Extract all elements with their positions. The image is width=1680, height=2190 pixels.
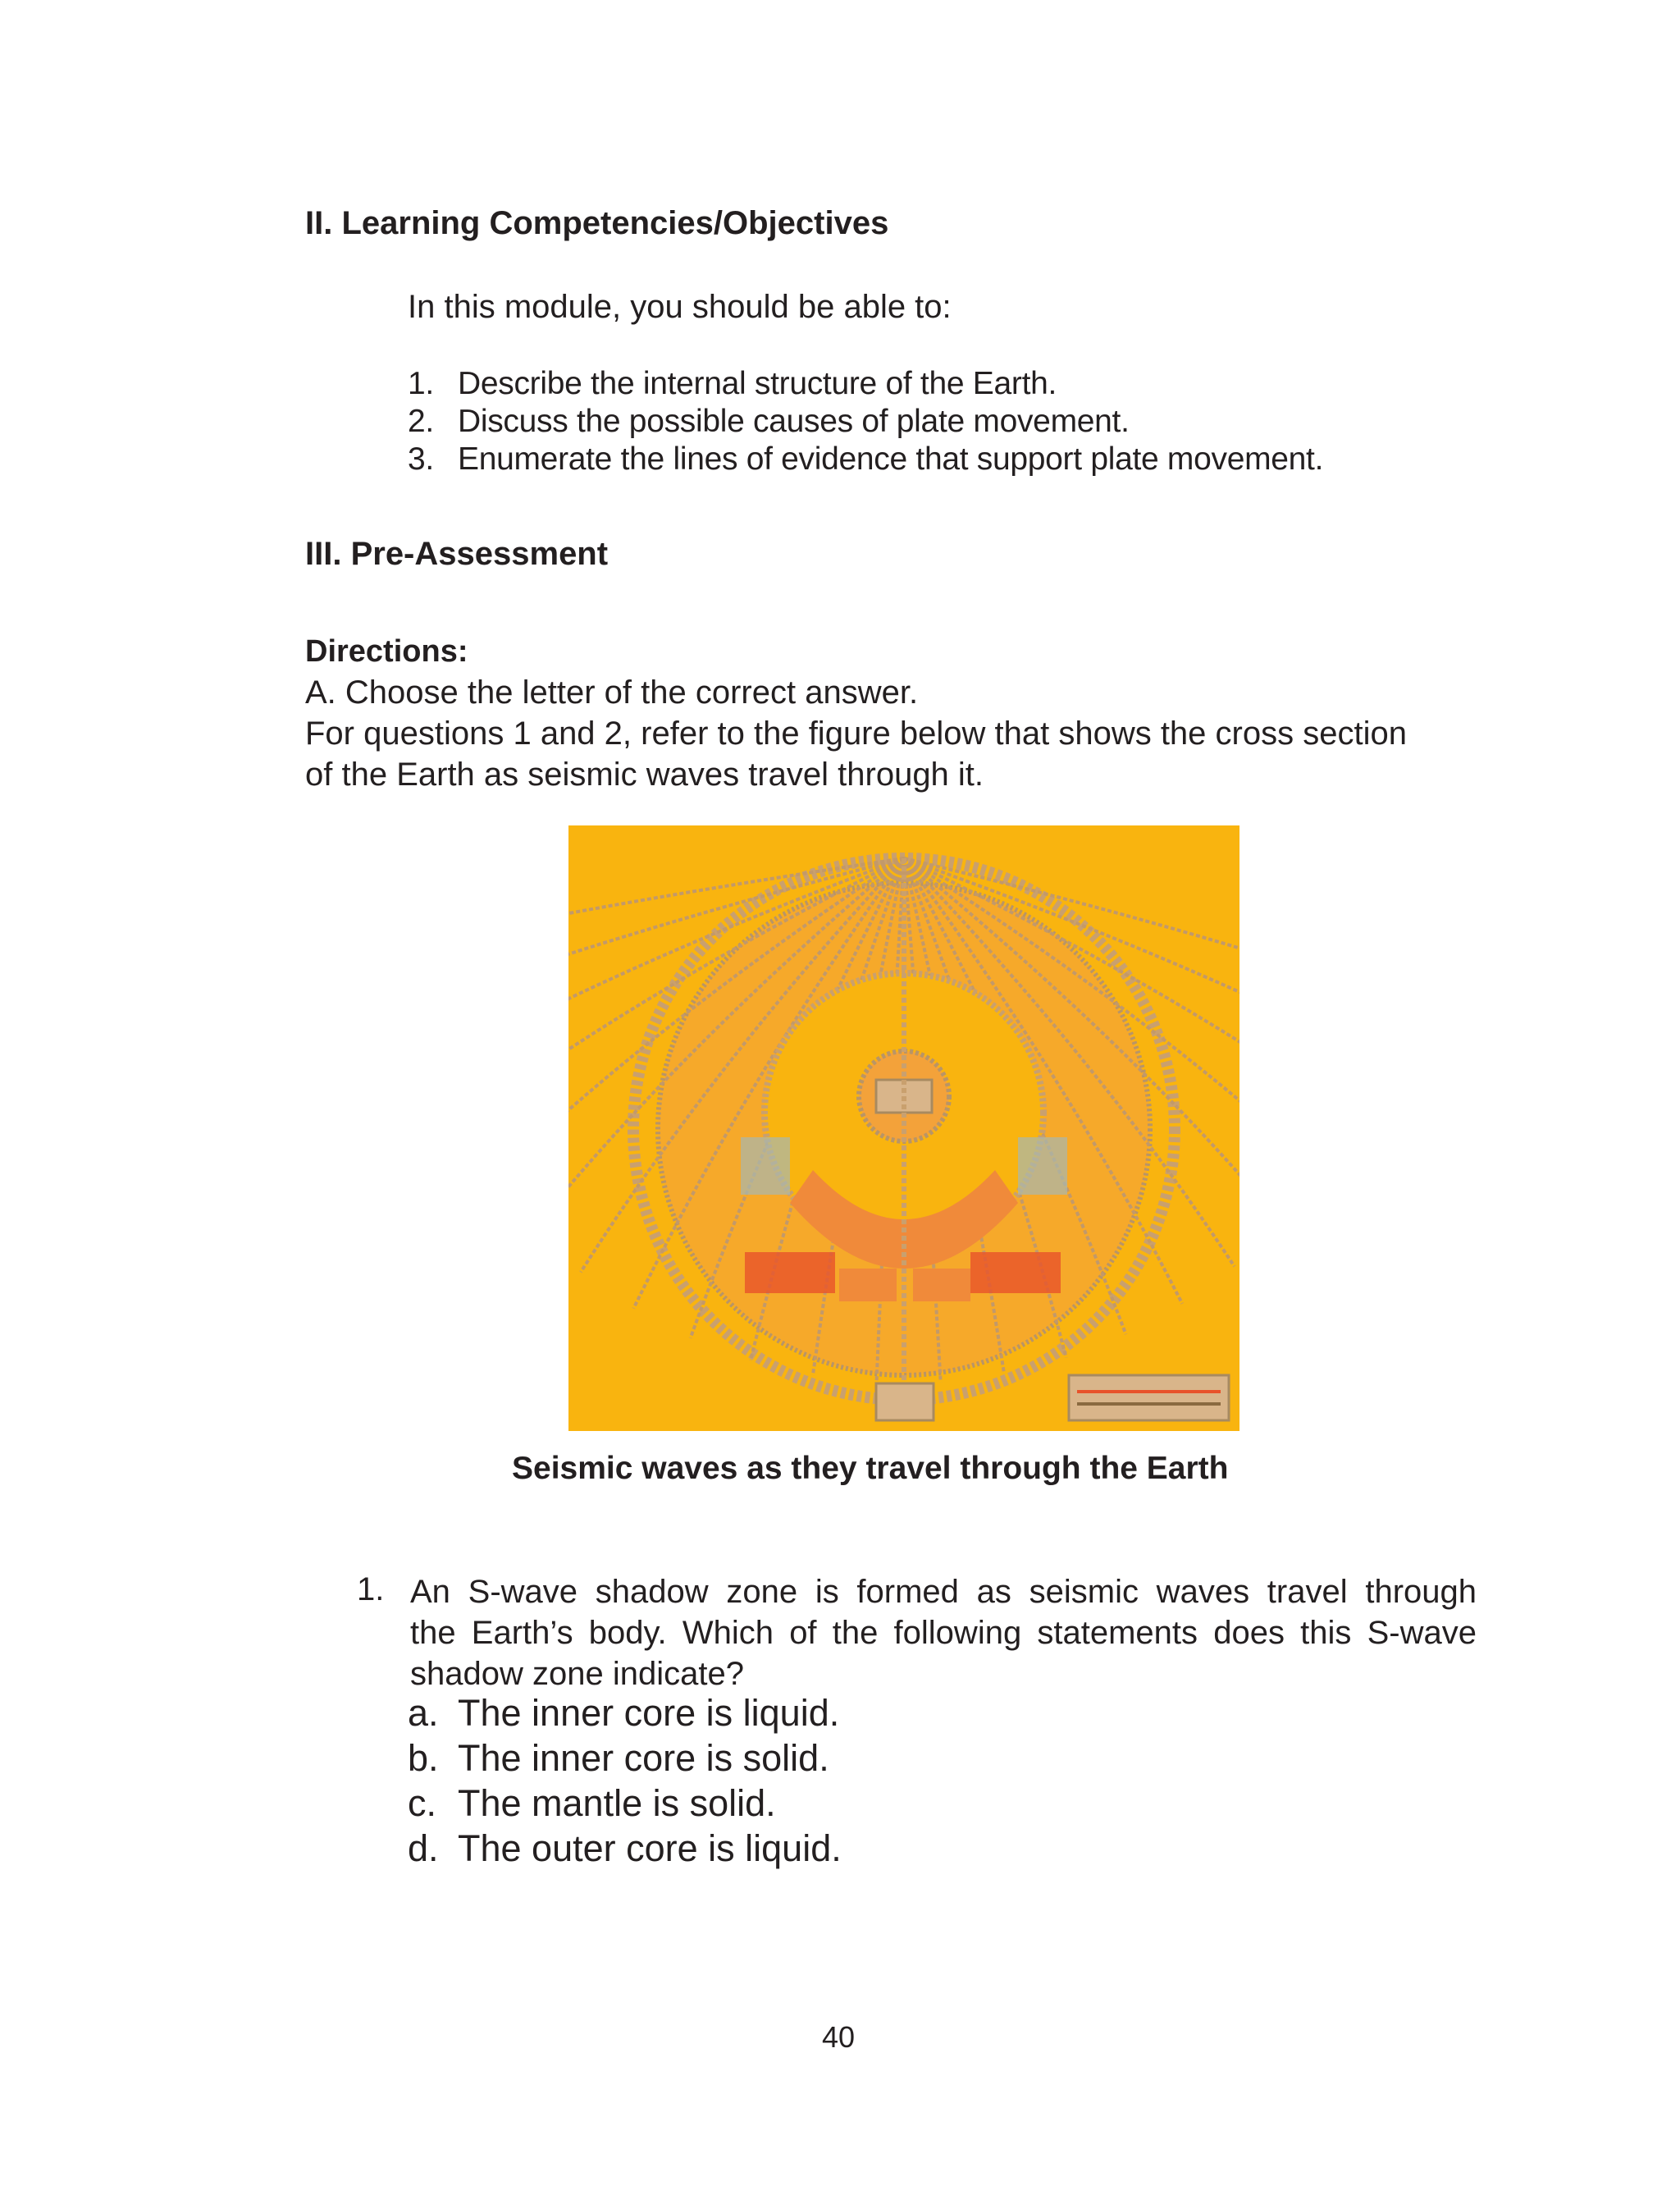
- figure-caption: Seismic waves as they travel through the Earth: [512, 1451, 1229, 1486]
- option-text: The inner core is solid.: [458, 1737, 829, 1779]
- objective-text: Discuss the possible causes of plate movement.: [458, 404, 1130, 439]
- section-heading-pre-assessment: III. Pre-Assessment: [305, 536, 609, 572]
- objective-text: Enumerate the lines of evidence that support plate movement.: [458, 441, 1324, 477]
- figure-legend-box: [1069, 1375, 1229, 1420]
- question-line: the Earth’s body. Which of the following statements does this S-wave: [410, 1615, 1477, 1651]
- seismic-wave-figure: [568, 825, 1239, 1431]
- question-line: An S-wave shadow zone is formed as seismic waves travel through: [410, 1574, 1477, 1610]
- option-letter: a.: [408, 1692, 439, 1734]
- option-letter: b.: [408, 1737, 439, 1779]
- option-letter: d.: [408, 1827, 439, 1869]
- objective-text: Describe the internal structure of the Earth.: [458, 366, 1057, 401]
- question-text: [410, 1571, 1477, 1694]
- objective-number: 1.: [408, 366, 434, 401]
- objective-number: 2.: [408, 404, 434, 439]
- direction-line: of the Earth as seismic waves travel through it.: [305, 757, 984, 793]
- direction-line: For questions 1 and 2, refer to the figure below that shows the cross section: [305, 716, 1407, 752]
- option-text: The inner core is liquid.: [458, 1692, 840, 1734]
- objectives-intro: In this module, you should be able to:: [408, 289, 952, 325]
- question-line: shadow zone indicate?: [410, 1656, 744, 1692]
- option-letter: c.: [408, 1782, 437, 1824]
- section-heading-objectives: II. Learning Competencies/Objectives: [305, 205, 889, 241]
- option-text: The outer core is liquid.: [458, 1827, 842, 1869]
- direction-a: A. Choose the letter of the correct answer.: [305, 674, 919, 711]
- option-text: The mantle is solid.: [458, 1782, 776, 1824]
- objective-number: 3.: [408, 441, 434, 477]
- directions-label: Directions:: [305, 634, 468, 669]
- question-number: 1.: [357, 1571, 385, 1607]
- page-number: 40: [822, 2020, 856, 2054]
